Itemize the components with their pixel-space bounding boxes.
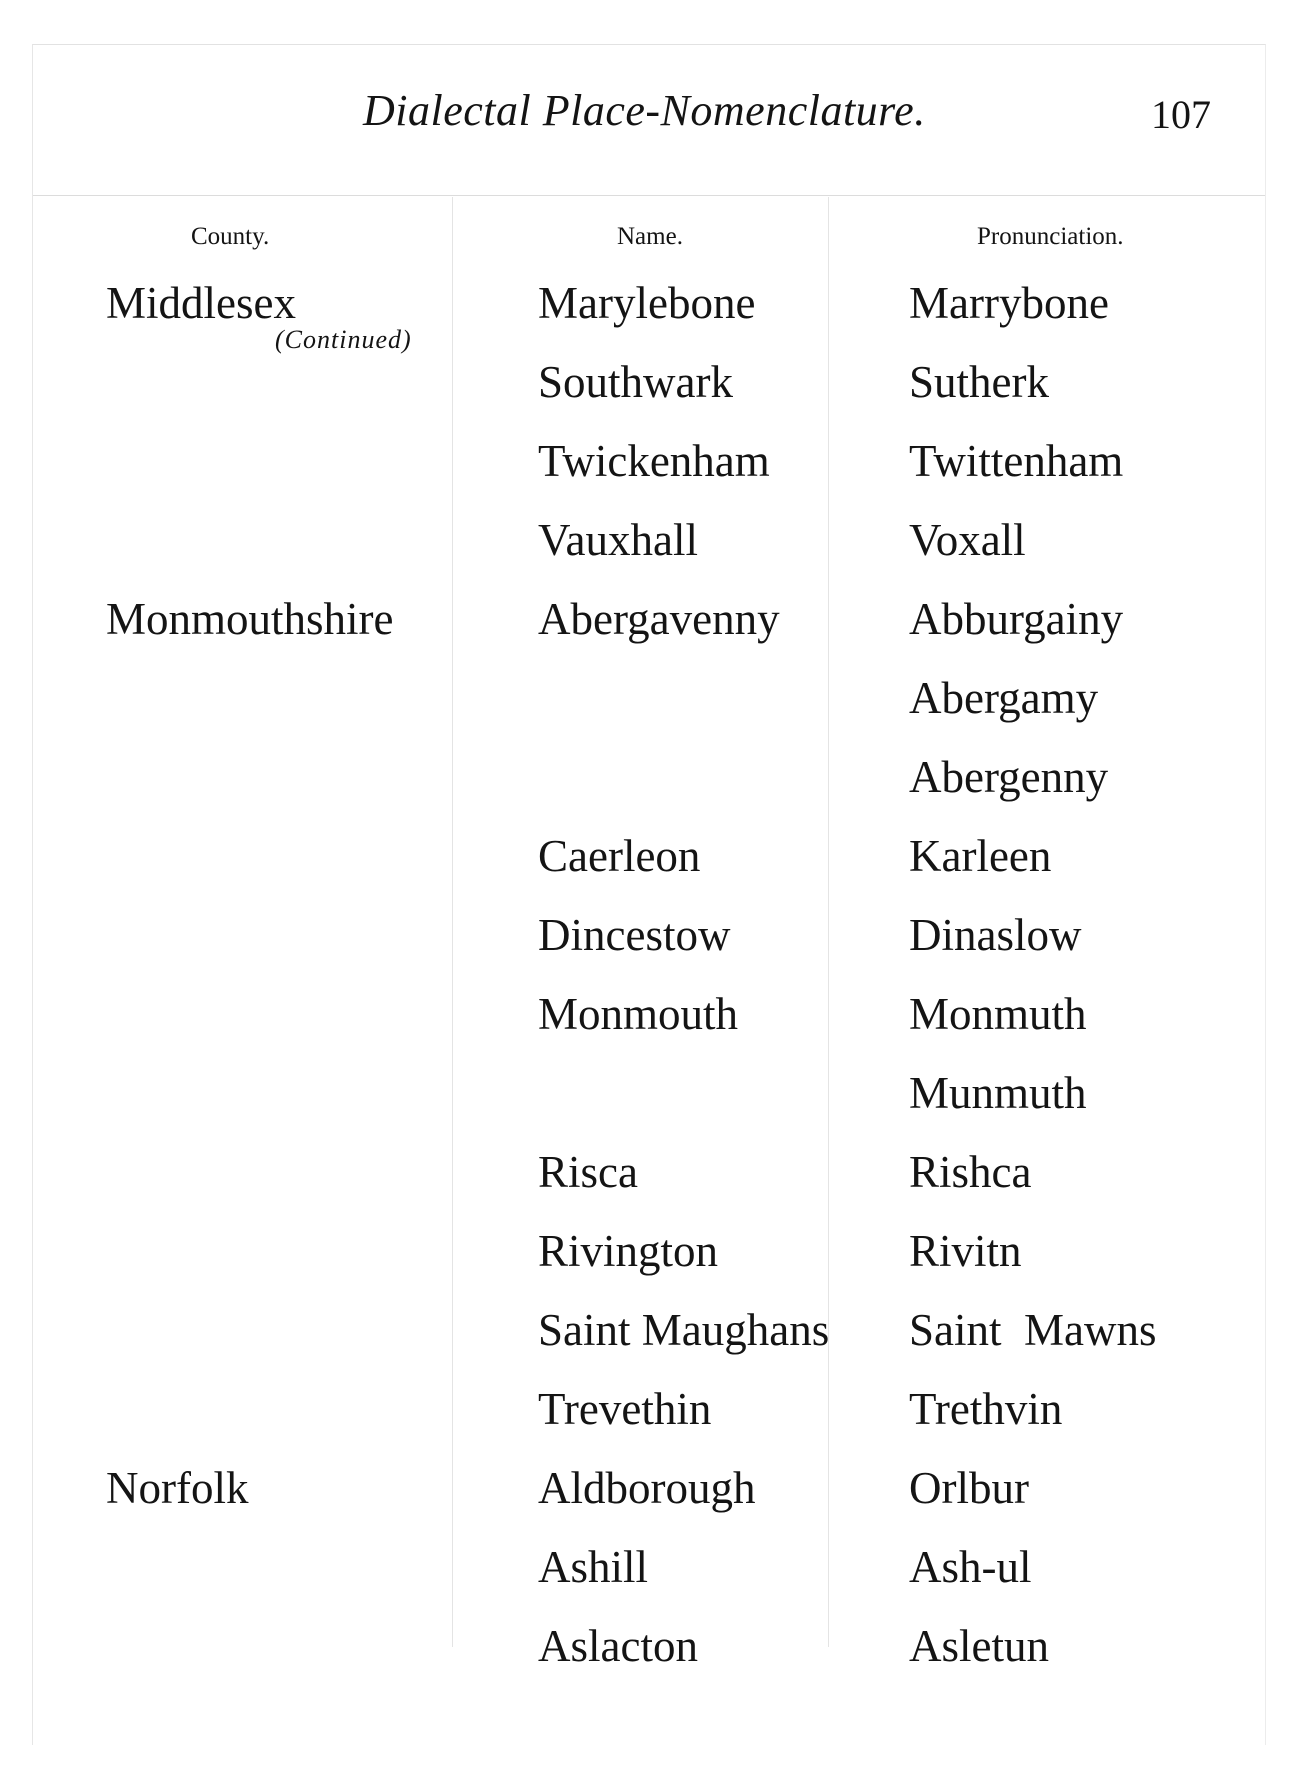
county-cell: Middlesex <box>106 278 296 328</box>
name-cell: Trevethin <box>538 1384 712 1434</box>
name-cell: Vauxhall <box>538 515 698 565</box>
column-header-county: County. <box>191 223 270 250</box>
table-row <box>33 433 1265 512</box>
county-cell: Norfolk <box>106 1463 249 1513</box>
table-row <box>33 828 1265 907</box>
page-number: 107 <box>1151 92 1211 137</box>
table-row <box>33 1065 1265 1144</box>
name-cell: Risca <box>538 1147 638 1197</box>
name-cell: Abergavenny <box>538 594 780 644</box>
table-row <box>33 1302 1265 1381</box>
table-row <box>33 1223 1265 1302</box>
pronunciation-cell: Marrybone <box>909 278 1109 328</box>
table-row <box>33 670 1265 749</box>
pronunciation-cell: Trethvin <box>909 1384 1063 1434</box>
pronunciation-cell: Orlbur <box>909 1463 1029 1513</box>
name-cell: Rivington <box>538 1226 719 1276</box>
pronunciation-cell: Abergamy <box>909 673 1099 723</box>
name-cell: Monmouth <box>538 989 739 1039</box>
name-cell: Marylebone <box>538 278 756 328</box>
name-cell: Southwark <box>538 357 733 407</box>
name-cell: Twickenham <box>538 436 770 486</box>
name-cell: Dincestow <box>538 910 731 960</box>
pronunciation-cell: Rishca <box>909 1147 1032 1197</box>
running-head <box>33 45 1265 195</box>
table-row <box>33 907 1265 986</box>
pronunciation-cell: Rivitn <box>909 1226 1022 1276</box>
pronunciation-cell: Saint Mawns <box>909 1305 1157 1355</box>
pronunciation-cell: Karleen <box>909 831 1052 881</box>
county-cell: Monmouthshire <box>106 594 394 644</box>
name-cell: Saint Maughans <box>538 1305 830 1355</box>
table-row <box>33 275 1265 354</box>
table-row <box>33 354 1265 433</box>
table-row <box>33 1381 1265 1460</box>
name-cell: Aslacton <box>538 1621 698 1671</box>
pronunciation-cell: Voxall <box>909 515 1026 565</box>
table-row <box>33 1618 1265 1697</box>
pronunciation-cell: Dinaslow <box>909 910 1082 960</box>
pronunciation-cell: Ash-ul <box>909 1542 1032 1592</box>
place-name-table <box>33 275 1265 1697</box>
table-row <box>33 1460 1265 1539</box>
pronunciation-cell: Monmuth <box>909 989 1087 1039</box>
column-header-name: Name. <box>617 223 683 250</box>
pronunciation-cell: Sutherk <box>909 357 1049 407</box>
name-cell: Aldborough <box>538 1463 756 1513</box>
pronunciation-cell: Munmuth <box>909 1068 1087 1118</box>
pronunciation-cell: Asletun <box>909 1621 1049 1671</box>
continued-note: (Continued) <box>275 325 412 354</box>
table-row <box>33 1144 1265 1223</box>
header-rule <box>33 195 1265 196</box>
table-row <box>33 986 1265 1065</box>
table-row <box>33 512 1265 591</box>
pronunciation-cell: Abburgainy <box>909 594 1124 644</box>
column-header-pronunciation: Pronunciation. <box>977 223 1124 250</box>
pronunciation-cell: Abergenny <box>909 752 1109 802</box>
book-page <box>32 44 1266 1745</box>
table-row <box>33 749 1265 828</box>
name-cell: Caerleon <box>538 831 701 881</box>
table-row <box>33 591 1265 670</box>
pronunciation-cell: Twittenham <box>909 436 1124 486</box>
table-row <box>33 1539 1265 1618</box>
name-cell: Ashill <box>538 1542 649 1592</box>
running-title: Dialectal Place-Nomenclature. <box>363 86 926 135</box>
